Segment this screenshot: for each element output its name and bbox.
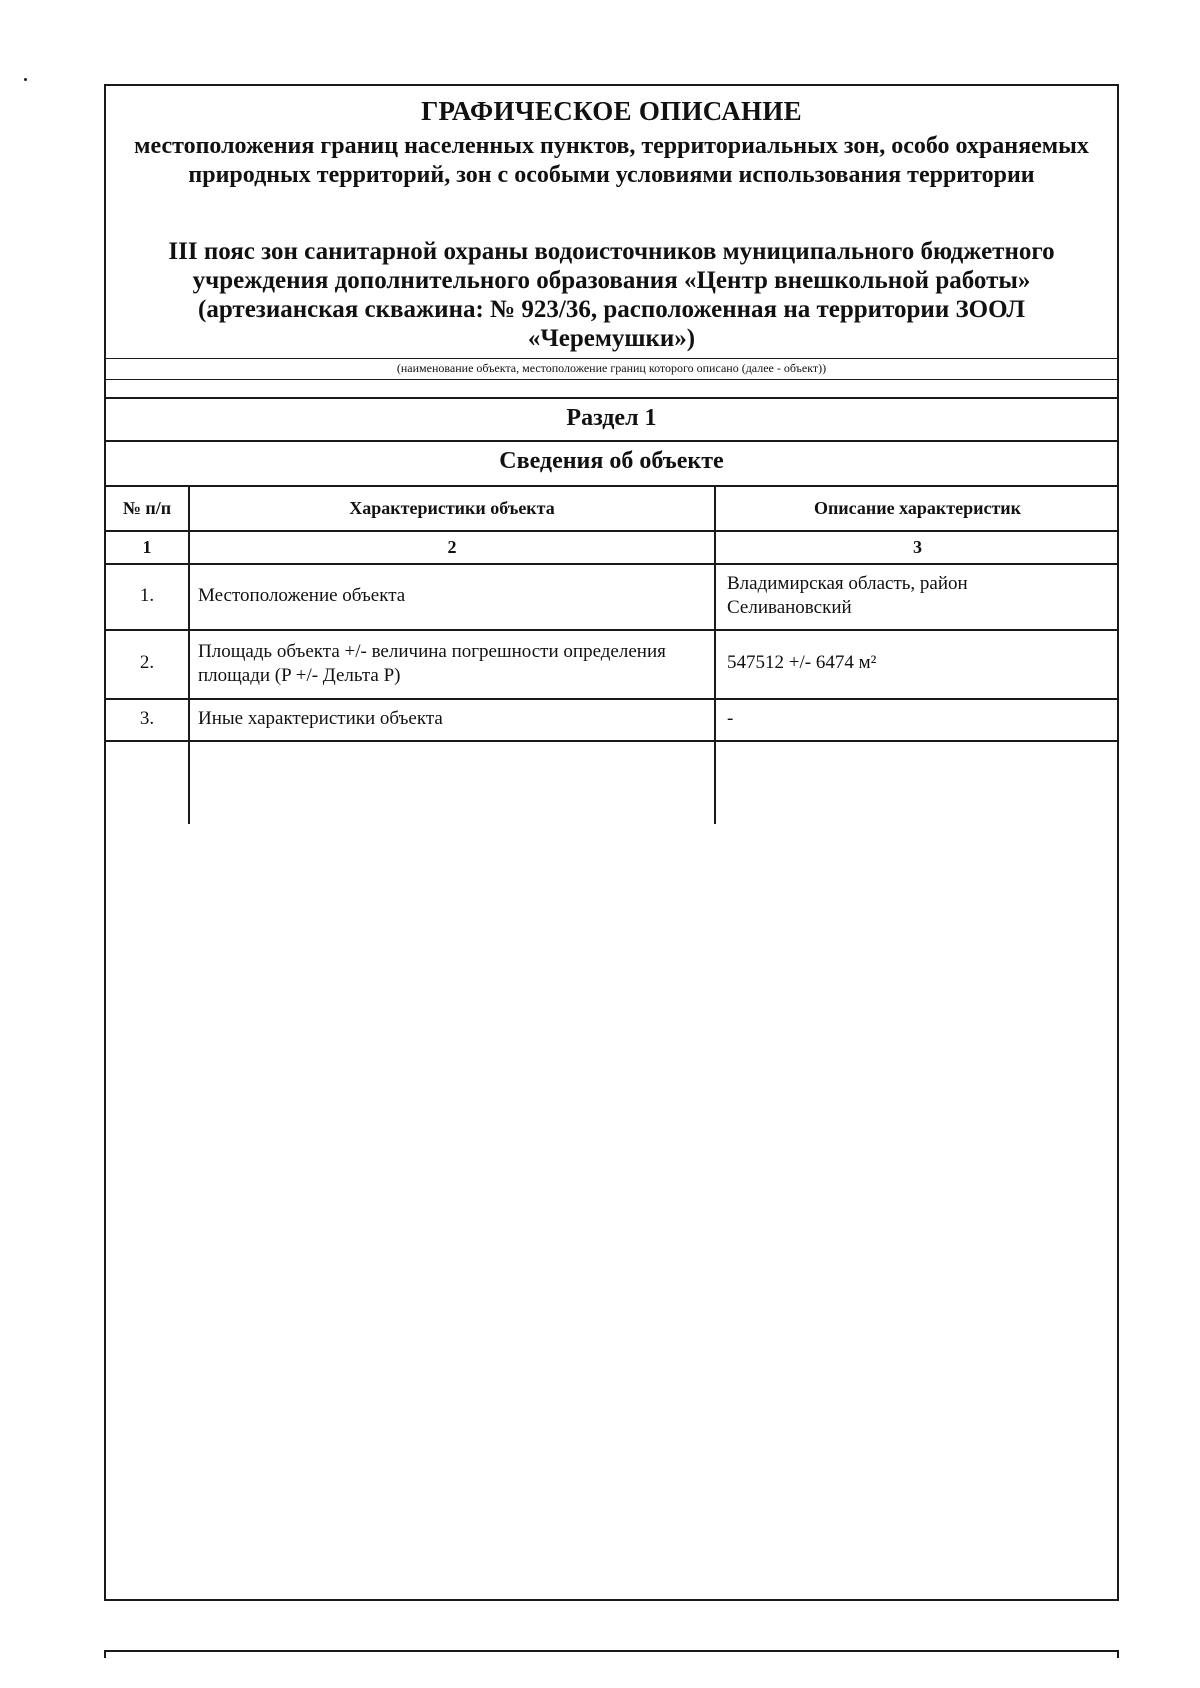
table-row-1-num: 1. <box>139 585 155 606</box>
table-colnum-3: 3 <box>913 537 922 557</box>
table-header-characteristic: Характеристики объекта <box>349 498 555 518</box>
caption-rule <box>106 379 1117 380</box>
table-row-2-name: Площадь объекта +/- величина погрешности определения площади (P +/- Дельта P) <box>198 641 666 686</box>
table-header-num: № п/п <box>122 498 172 518</box>
object-name-underline <box>106 358 1117 359</box>
footer-tick-left <box>104 1650 106 1658</box>
scan-speck <box>24 78 27 81</box>
table-colnum-2: 2 <box>447 537 457 557</box>
table-row-3-num: 3. <box>139 708 155 729</box>
table-header-description: Описание характеристик <box>813 498 1022 518</box>
table-row-2-value: 547512 +/- 6474 м² <box>727 652 877 673</box>
object-caption: (наименование объекта, местоположение границ которого описано (далее - объект)) <box>396 361 827 375</box>
table-row-3-value: - <box>727 708 734 729</box>
section-divider <box>106 440 1117 442</box>
section-top-rule <box>106 397 1117 399</box>
table-row-1-value: Владимирская область, район Селивановский <box>727 573 968 618</box>
document-title: ГРАФИЧЕСКОЕ ОПИСАНИЕ <box>421 96 802 126</box>
table-top-rule <box>106 485 1117 487</box>
document-frame <box>104 84 1119 1601</box>
table-header-rule <box>106 530 1117 532</box>
table-row-1-rule <box>106 629 1117 631</box>
section-heading: Сведения об объекте <box>499 448 724 474</box>
table-row-3-name: Иные характеристики объекта <box>198 708 443 729</box>
footer-rule <box>104 1650 1119 1652</box>
table-colnum-rule <box>106 563 1117 565</box>
document-subtitle: местоположения границ населенных пунктов, территориальных зон, особо охраняемых природных территорий, зон с особыми условиями использования территории <box>134 133 1089 188</box>
section-title: Раздел 1 <box>566 405 657 431</box>
table-row-2-rule <box>106 698 1117 700</box>
table-row-2-num: 2. <box>139 652 155 673</box>
table-row-3-rule <box>106 740 1117 742</box>
table-row-1-name: Местоположение объекта <box>198 585 406 606</box>
object-name: III пояс зон санитарной охраны водоисточников муниципального бюджетного учреждения дополнительного образования «Центр внешкольной работы» (артезианская скважина: № 923/36, расположенная на территории ЗООЛ «Черемушки») <box>168 238 1055 352</box>
footer-tick-right <box>1117 1650 1119 1658</box>
table-colnum-1: 1 <box>142 537 152 557</box>
